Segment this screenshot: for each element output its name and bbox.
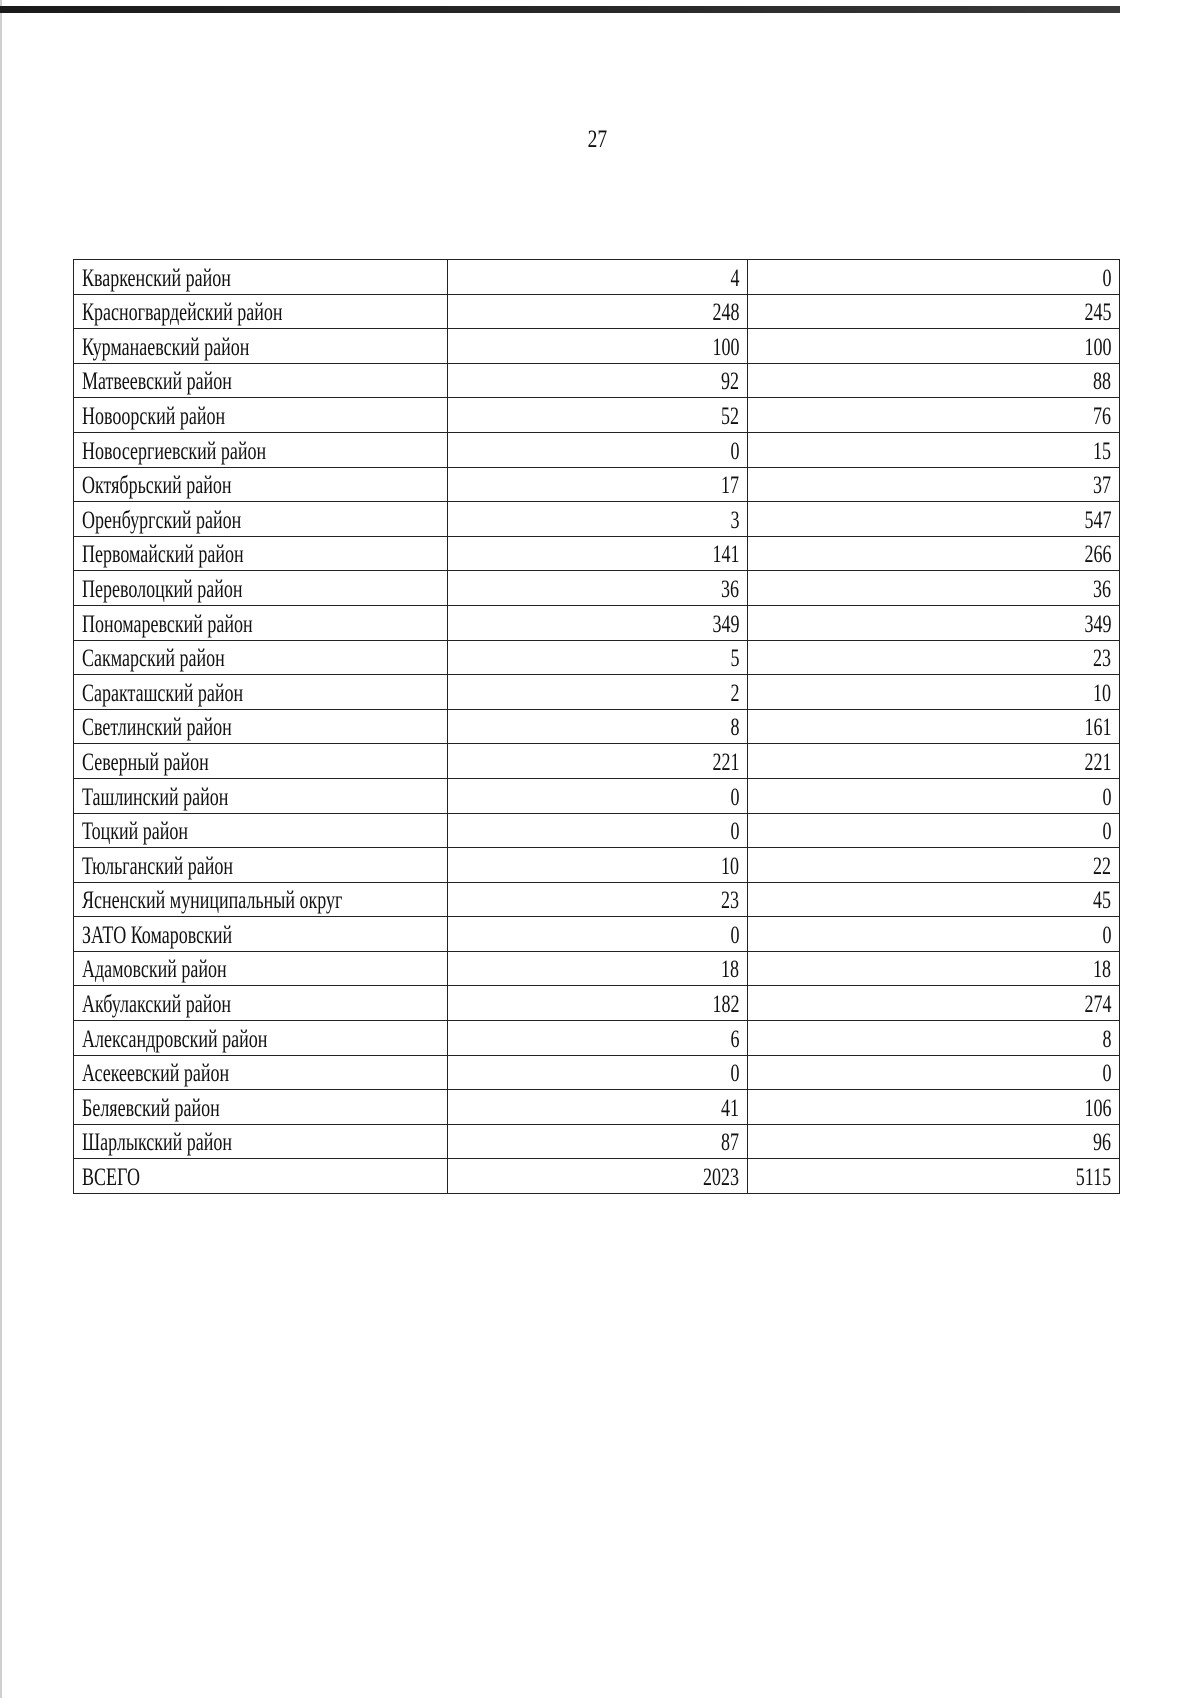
value-a: 3: [730, 506, 739, 534]
district-name-cell: [74, 294, 448, 329]
value-b-cell: [748, 675, 1120, 710]
value-b: 0: [1102, 264, 1111, 292]
district-name-cell: [74, 260, 448, 295]
district-name: Беляевский район: [82, 1094, 220, 1122]
table-row: [74, 744, 1120, 779]
table-row: [74, 1090, 1120, 1125]
value-b: 10: [1093, 679, 1111, 707]
district-name: Ташлинский район: [82, 783, 229, 811]
table-row: [74, 398, 1120, 433]
value-b-cell: [748, 709, 1120, 744]
district-name-cell: [74, 709, 448, 744]
total-a: 2023: [703, 1164, 739, 1192]
district-name: Тюльганский район: [82, 852, 234, 880]
district-name: Асекеевский район: [82, 1060, 230, 1088]
value-b: 547: [1084, 506, 1111, 534]
table-row: [74, 1055, 1120, 1090]
district-name-cell: [74, 1090, 448, 1125]
value-a-cell: [448, 675, 748, 710]
value-b-cell: [748, 329, 1120, 364]
value-a-cell: [448, 502, 748, 537]
value-b: 37: [1093, 472, 1111, 500]
value-a-cell: [448, 640, 748, 675]
value-a: 36: [721, 575, 739, 603]
value-b: 45: [1093, 887, 1111, 915]
table-row: [74, 536, 1120, 571]
value-a: 18: [721, 956, 739, 984]
district-name-cell: [74, 502, 448, 537]
value-b-cell: [748, 986, 1120, 1021]
district-name: Новоорский район: [82, 402, 226, 430]
value-a-cell: [448, 1055, 748, 1090]
total-label-cell: [74, 1159, 448, 1194]
value-b: 76: [1093, 402, 1111, 430]
table-row: [74, 882, 1120, 917]
value-b: 100: [1084, 333, 1111, 361]
district-name: Кваркенский район: [82, 264, 231, 292]
district-name: Адамовский район: [82, 956, 227, 984]
table-row: [74, 917, 1120, 952]
value-b-cell: [748, 502, 1120, 537]
value-a-cell: [448, 363, 748, 398]
district-name: Акбулакский район: [82, 991, 232, 1019]
value-b-cell: [748, 1124, 1120, 1159]
value-a-cell: [448, 1021, 748, 1056]
value-a-cell: [448, 432, 748, 467]
district-name-cell: [74, 467, 448, 502]
district-name-cell: [74, 363, 448, 398]
district-name: Светлинский район: [82, 714, 232, 742]
value-a-cell: [448, 605, 748, 640]
district-name: Переволоцкий район: [82, 575, 243, 603]
value-b-cell: [748, 917, 1120, 952]
value-a-cell: [448, 882, 748, 917]
district-name-cell: [74, 1021, 448, 1056]
total-a-cell: [448, 1159, 748, 1194]
value-a: 141: [712, 541, 739, 569]
value-a-cell: [448, 986, 748, 1021]
table-row: [74, 260, 1120, 295]
district-name: Курманаевский район: [82, 333, 250, 361]
table-row: [74, 813, 1120, 848]
total-b-cell: [748, 1159, 1120, 1194]
value-b: 349: [1084, 610, 1111, 638]
district-name: Шарлыкский район: [82, 1129, 233, 1157]
total-b: 5115: [1075, 1164, 1111, 1192]
value-a: 52: [721, 402, 739, 430]
data-table: [73, 259, 1120, 1194]
table-row: [74, 605, 1120, 640]
value-a: 100: [712, 333, 739, 361]
district-name: Тоцкий район: [82, 818, 189, 846]
value-a-cell: [448, 951, 748, 986]
value-a-cell: [448, 294, 748, 329]
value-b: 0: [1102, 921, 1111, 949]
table-row: [74, 329, 1120, 364]
page-number: 27: [587, 126, 608, 153]
district-name-cell: [74, 571, 448, 606]
district-name-cell: [74, 536, 448, 571]
value-b-cell: [748, 778, 1120, 813]
district-name-cell: [74, 778, 448, 813]
table-row: [74, 432, 1120, 467]
table-row: [74, 675, 1120, 710]
value-a: 0: [730, 818, 739, 846]
table-row: [74, 778, 1120, 813]
value-a: 92: [721, 368, 739, 396]
value-a-cell: [448, 260, 748, 295]
value-b: 161: [1084, 714, 1111, 742]
table-row: [74, 848, 1120, 883]
value-a: 2: [730, 679, 739, 707]
value-a: 4: [730, 264, 739, 292]
value-a-cell: [448, 917, 748, 952]
district-name-cell: [74, 675, 448, 710]
table-row: [74, 640, 1120, 675]
value-b-cell: [748, 260, 1120, 295]
value-a: 349: [712, 610, 739, 638]
district-name: Северный район: [82, 748, 209, 776]
table-row: [74, 467, 1120, 502]
value-b-cell: [748, 951, 1120, 986]
value-b-cell: [748, 605, 1120, 640]
district-name-cell: [74, 605, 448, 640]
value-b: 22: [1093, 852, 1111, 880]
value-a-cell: [448, 398, 748, 433]
table-row: [74, 709, 1120, 744]
value-b-cell: [748, 744, 1120, 779]
district-name: Первомайский район: [82, 541, 244, 569]
value-b: 8: [1102, 1025, 1111, 1053]
district-name-cell: [74, 917, 448, 952]
district-name-cell: [74, 432, 448, 467]
value-b-cell: [748, 536, 1120, 571]
value-b-cell: [748, 640, 1120, 675]
value-a: 5: [730, 645, 739, 673]
district-name-cell: [74, 1124, 448, 1159]
table-row: [74, 951, 1120, 986]
value-a-cell: [448, 744, 748, 779]
value-a: 0: [730, 783, 739, 811]
table-row: [74, 502, 1120, 537]
district-name: Красногвардейский район: [82, 299, 283, 327]
district-name-cell: [74, 640, 448, 675]
district-name-cell: [74, 951, 448, 986]
value-a: 10: [721, 852, 739, 880]
value-b-cell: [748, 363, 1120, 398]
district-name: Оренбургский район: [82, 506, 242, 534]
district-name-cell: [74, 744, 448, 779]
value-b: 221: [1084, 748, 1111, 776]
district-name: Матвеевский район: [82, 368, 232, 396]
value-a: 0: [730, 1060, 739, 1088]
district-name-cell: [74, 398, 448, 433]
district-name: Пономаревский район: [82, 610, 253, 638]
value-b: 106: [1084, 1094, 1111, 1122]
value-b: 0: [1102, 818, 1111, 846]
district-name-cell: [74, 813, 448, 848]
value-b: 245: [1084, 299, 1111, 327]
value-a-cell: [448, 571, 748, 606]
value-a-cell: [448, 1124, 748, 1159]
value-a: 0: [730, 921, 739, 949]
value-b-cell: [748, 294, 1120, 329]
value-a: 8: [730, 714, 739, 742]
table-row: [74, 363, 1120, 398]
table-body: [74, 260, 1120, 1194]
table-row: [74, 294, 1120, 329]
value-a: 248: [712, 299, 739, 327]
value-b-cell: [748, 432, 1120, 467]
table-row: [74, 1021, 1120, 1056]
value-b-cell: [748, 571, 1120, 606]
table-row: [74, 571, 1120, 606]
value-b-cell: [748, 467, 1120, 502]
value-b-cell: [748, 398, 1120, 433]
value-b-cell: [748, 882, 1120, 917]
value-a: 0: [730, 437, 739, 465]
value-b: 0: [1102, 783, 1111, 811]
table-row: [74, 986, 1120, 1021]
district-name: Октябрьский район: [82, 472, 232, 500]
value-b: 15: [1093, 437, 1111, 465]
value-a: 182: [712, 991, 739, 1019]
value-b: 36: [1093, 575, 1111, 603]
value-a: 23: [721, 887, 739, 915]
table-total-row: [74, 1159, 1120, 1194]
value-b-cell: [748, 848, 1120, 883]
value-a-cell: [448, 329, 748, 364]
district-name-cell: [74, 1055, 448, 1090]
table-row: [74, 1124, 1120, 1159]
value-b: 18: [1093, 956, 1111, 984]
value-b-cell: [748, 1021, 1120, 1056]
value-a: 6: [730, 1025, 739, 1053]
district-name: ЗАТО Комаровский: [82, 921, 233, 949]
scan-top-bar: [0, 6, 1120, 13]
district-name: Сакмарский район: [82, 645, 225, 673]
district-name: Ясненский муниципальный округ: [82, 887, 343, 915]
value-a-cell: [448, 1090, 748, 1125]
district-name: Саракташский район: [82, 679, 244, 707]
district-name-cell: [74, 882, 448, 917]
value-a-cell: [448, 709, 748, 744]
value-b-cell: [748, 1055, 1120, 1090]
district-name-cell: [74, 986, 448, 1021]
value-a-cell: [448, 778, 748, 813]
total-label: ВСЕГО: [82, 1164, 140, 1192]
value-b-cell: [748, 1090, 1120, 1125]
value-b: 96: [1093, 1129, 1111, 1157]
value-b: 266: [1084, 541, 1111, 569]
value-b-cell: [748, 813, 1120, 848]
value-b: 0: [1102, 1060, 1111, 1088]
scan-edge: [0, 0, 2, 1698]
value-a: 87: [721, 1129, 739, 1157]
value-a: 221: [712, 748, 739, 776]
value-a: 41: [721, 1094, 739, 1122]
value-a-cell: [448, 813, 748, 848]
value-a-cell: [448, 467, 748, 502]
district-name-cell: [74, 329, 448, 364]
value-a-cell: [448, 848, 748, 883]
value-a: 17: [721, 472, 739, 500]
district-name: Новосергиевский район: [82, 437, 267, 465]
value-b: 274: [1084, 991, 1111, 1019]
district-name-cell: [74, 848, 448, 883]
district-name: Александровский район: [82, 1025, 268, 1053]
value-a-cell: [448, 536, 748, 571]
value-b: 23: [1093, 645, 1111, 673]
value-b: 88: [1093, 368, 1111, 396]
